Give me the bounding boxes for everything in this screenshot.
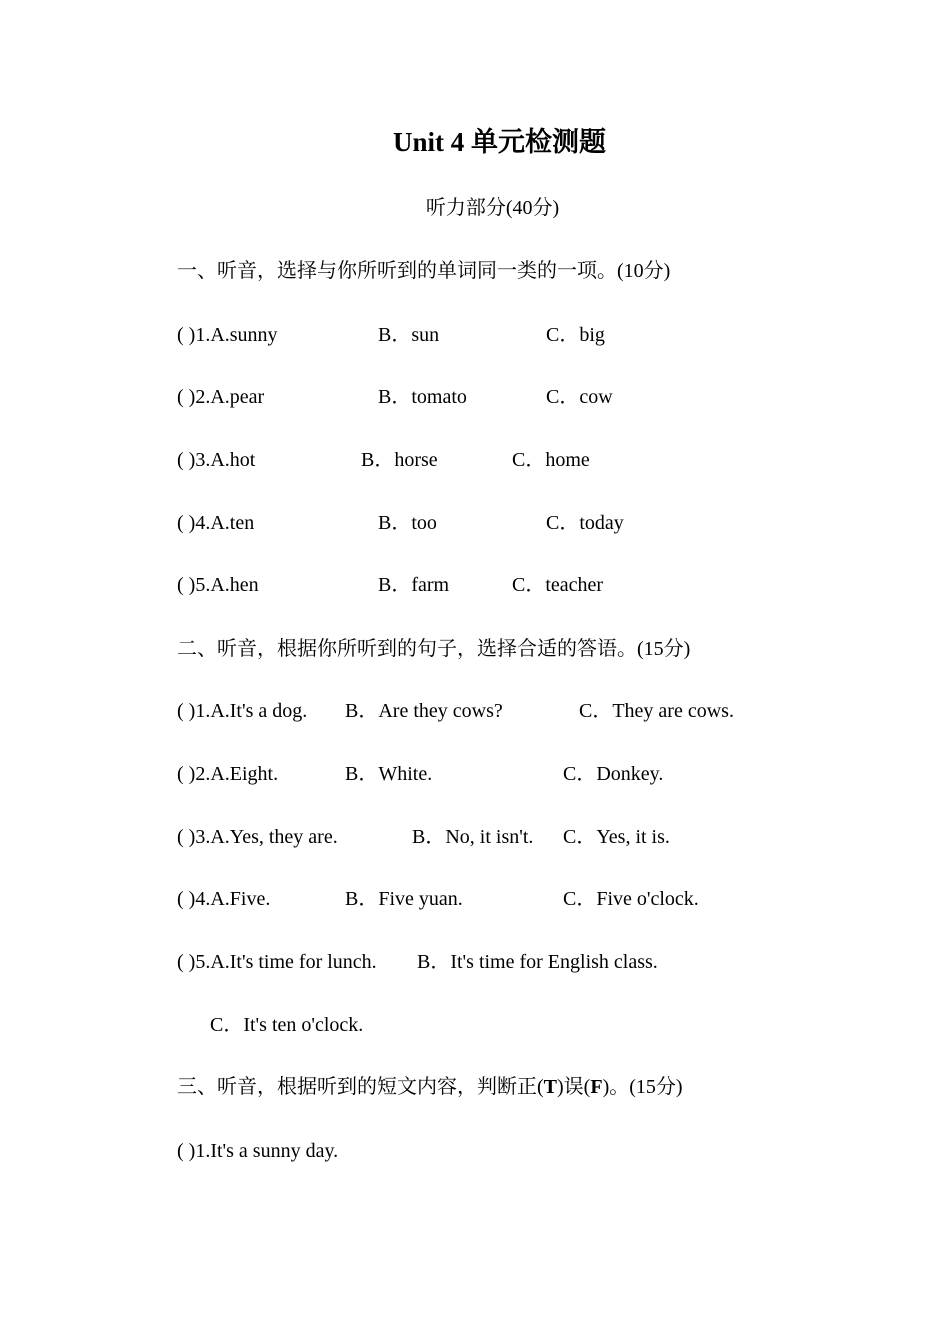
page-title: Unit 4 单元检测题 (392, 127, 606, 157)
option-c: C．It's ten o'clock. (210, 1014, 364, 1036)
option-b: B．White. (345, 763, 433, 785)
option-c: C．They are cows. (579, 700, 734, 722)
option-a: ( )4.A.Five. (177, 888, 271, 910)
option-a: ( )3.A.hot (177, 449, 256, 471)
heading-text: 三、听音，根据听到的短文内容，判断正( (177, 1076, 544, 1098)
option-a: ( )4.A.ten (177, 512, 255, 534)
option-a: ( )2.A.Eight. (177, 763, 279, 785)
option-a: ( )5.A.It's time for lunch. (177, 951, 377, 973)
option-c: C．Donkey. (563, 763, 664, 785)
section-2-heading: 二、听音，根据你所听到的句子，选择合适的答语。(15分) (177, 638, 691, 660)
option-a: ( )1.A.It's a dog. (177, 700, 308, 722)
option-a: ( )1.A.sunny (177, 324, 278, 346)
option-a: ( )3.A.Yes, they are. (177, 826, 338, 848)
option-b: B．too (378, 512, 437, 534)
option-c: C．Yes, it is. (563, 826, 670, 848)
option-b: B．sun (378, 324, 440, 346)
question-row (177, 1136, 338, 1166)
option-c: C．big (546, 324, 605, 346)
option-b: B．It's time for English class. (417, 951, 658, 973)
option-c: C．cow (546, 386, 613, 408)
option-a: ( )5.A.hen (177, 574, 259, 596)
heading-text: )。(15分) (602, 1076, 683, 1098)
option-b: B．farm (378, 574, 450, 596)
section-1-heading: 一、听音，选择与你所听到的单词同一类的一项。(10分) (177, 260, 671, 282)
option-b: B．horse (361, 449, 438, 471)
false-mark: F (590, 1076, 603, 1098)
option-b: B．Are they cows? (345, 700, 503, 722)
option-c: C．Five o'clock. (563, 888, 699, 910)
option-b: B．Five yuan. (345, 888, 463, 910)
option-b: B．tomato (378, 386, 467, 408)
option-c: C．today (546, 512, 624, 534)
option-a: ( )2.A.pear (177, 386, 265, 408)
option-c: C．home (512, 449, 590, 471)
question-row-continued (210, 1010, 363, 1040)
true-mark: T (543, 1076, 558, 1098)
section-3-heading (177, 1072, 683, 1102)
page-subtitle: 听力部分(40分) (425, 197, 560, 219)
heading-text: )误( (557, 1076, 591, 1098)
option-c: C．teacher (512, 574, 604, 596)
option-b: B．No, it isn't. (412, 826, 534, 848)
statement: ( )1.It's a sunny day. (177, 1140, 339, 1162)
